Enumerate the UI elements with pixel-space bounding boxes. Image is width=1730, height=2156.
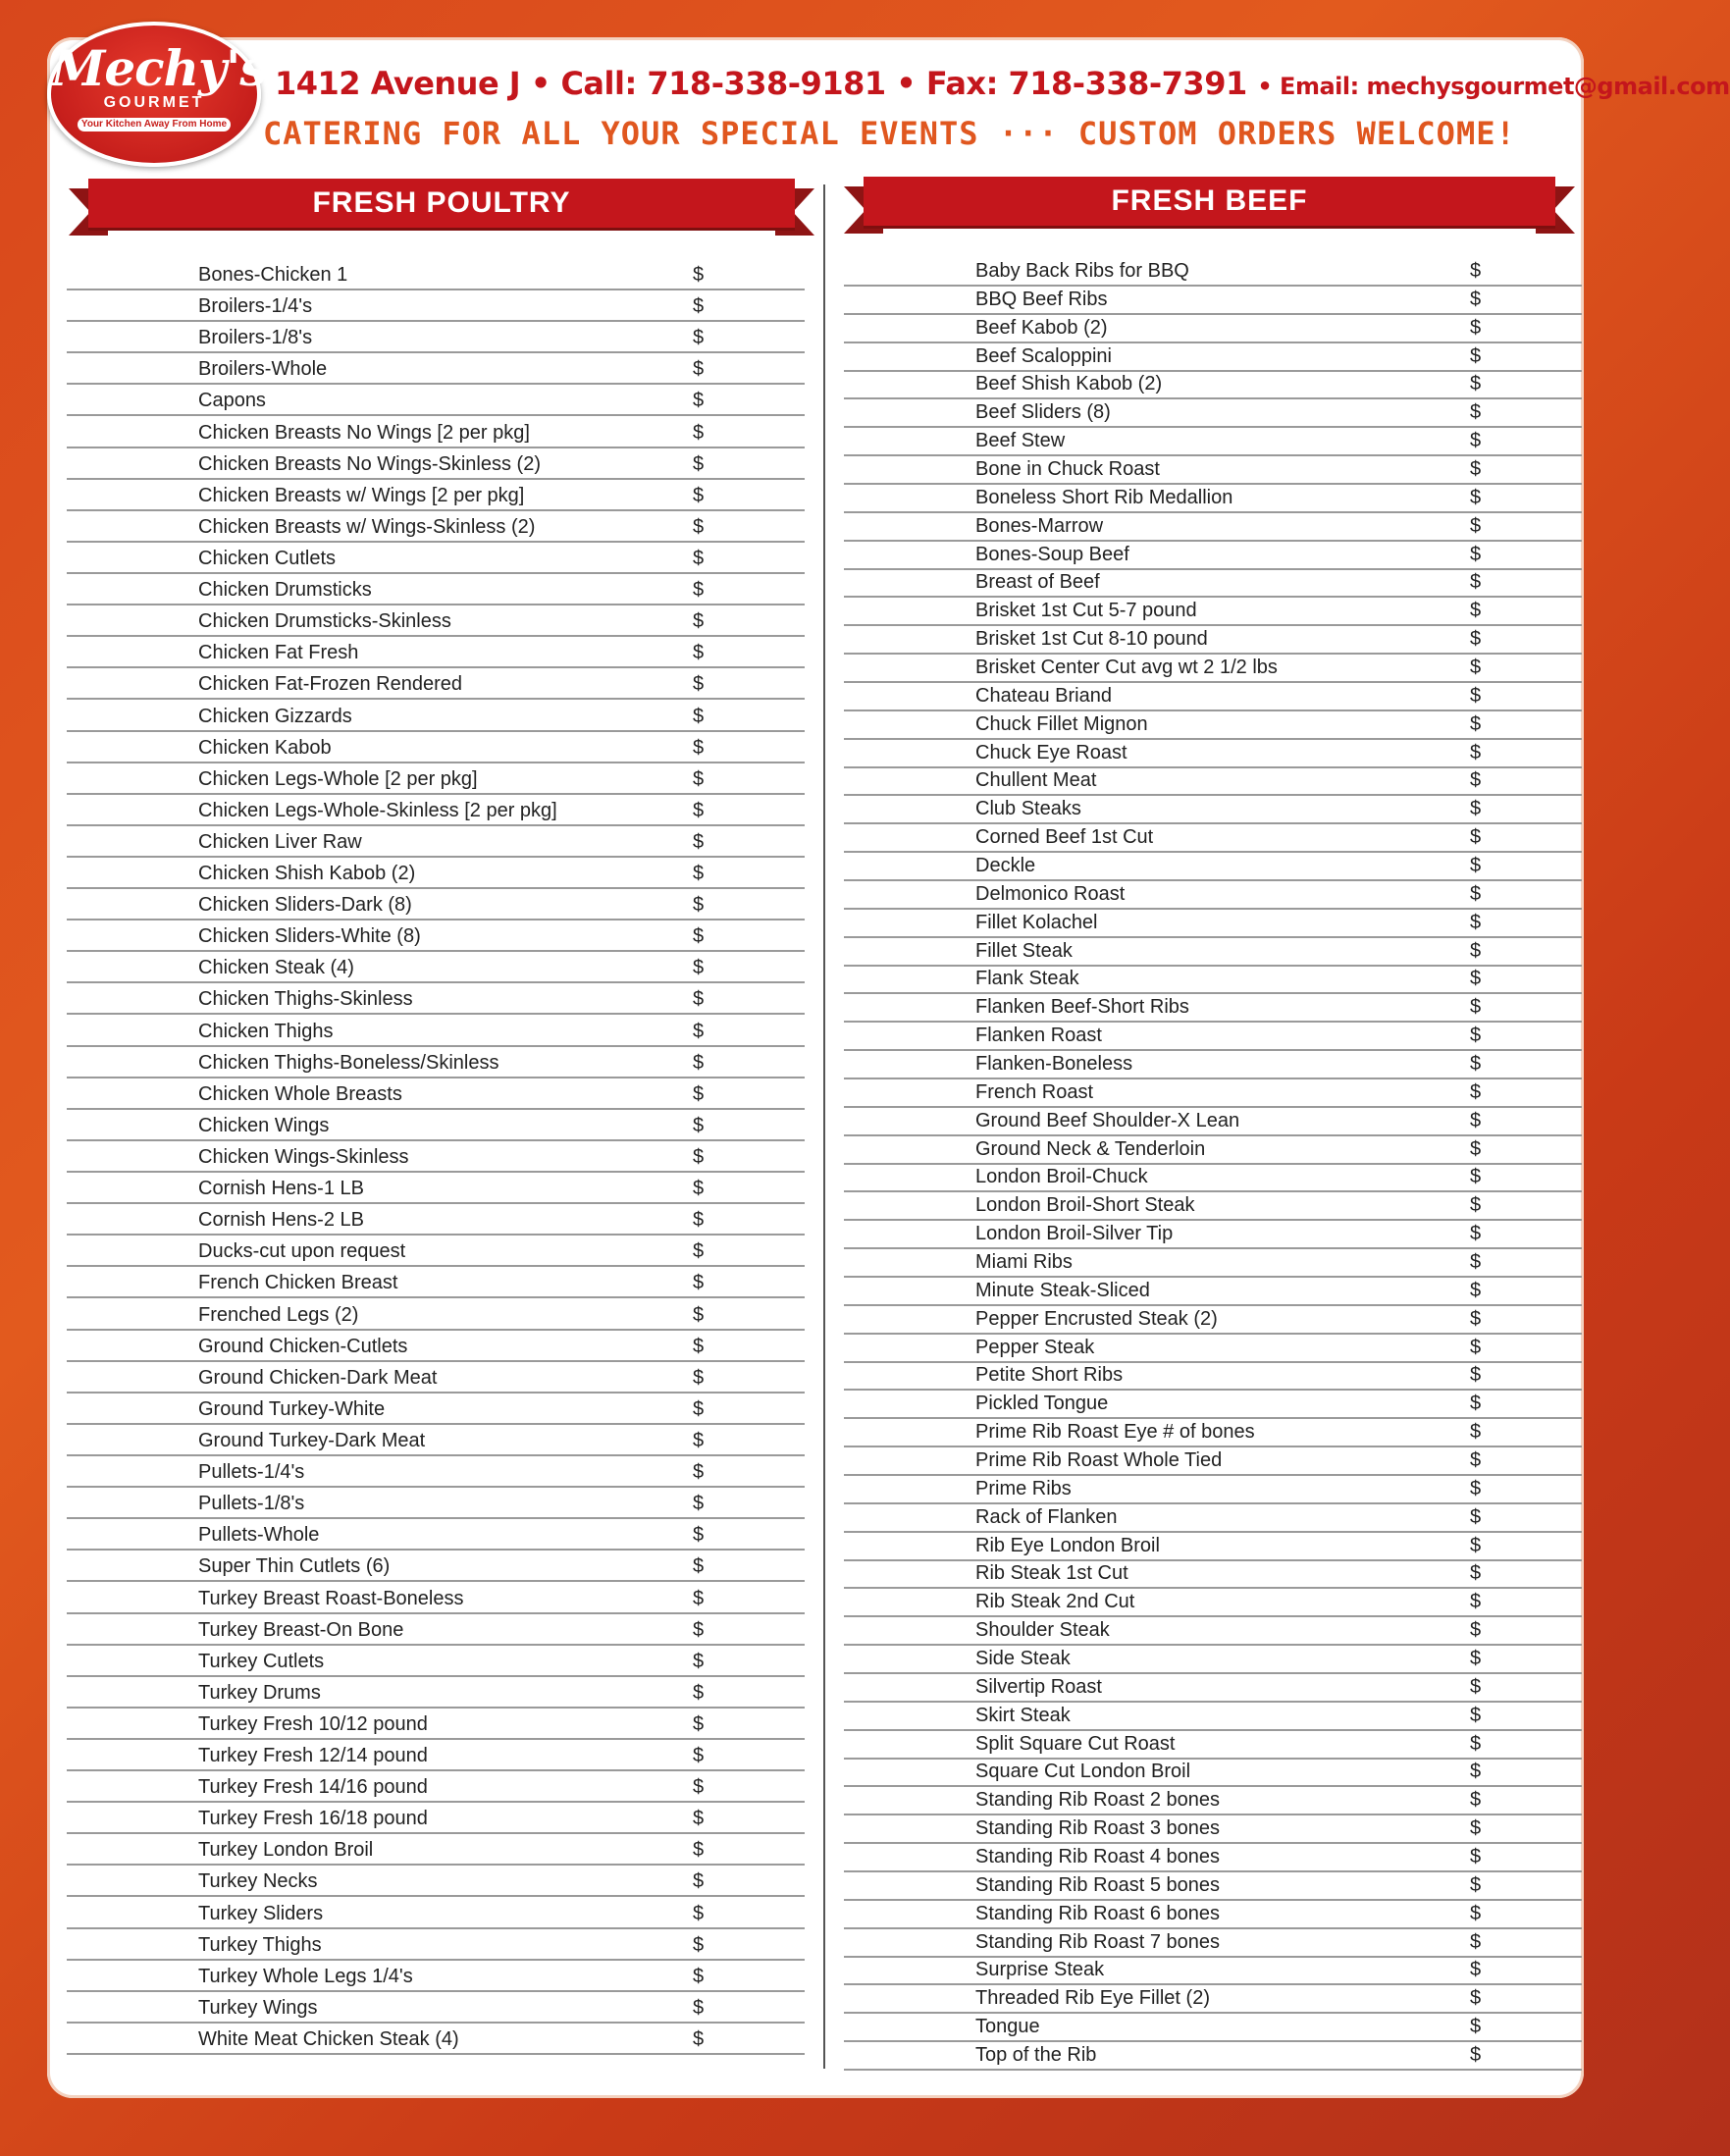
item-name: Petite Short Ribs: [975, 1364, 1124, 1387]
item-name: Chicken Legs-Whole [2 per pkg]: [198, 767, 478, 790]
item-price: $: [1470, 1675, 1482, 1698]
item-price: $: [1470, 1194, 1482, 1217]
item-name: Chullent Meat: [975, 769, 1097, 792]
item-name: Pepper Steak: [975, 1336, 1095, 1358]
item-price: $: [1470, 882, 1482, 905]
item-price: $: [693, 642, 705, 664]
item-price: $: [1470, 1364, 1482, 1387]
item-price: $: [693, 705, 705, 727]
item-name: Standing Rib Roast 4 bones: [975, 1846, 1221, 1867]
item-price: $: [1470, 1223, 1482, 1245]
item-price: $: [1470, 344, 1482, 367]
item-name: Super Thin Cutlets (6): [198, 1555, 391, 1578]
item-price: $: [693, 1461, 705, 1484]
item-name: Fillet Kolachel: [975, 911, 1098, 933]
item-name: Chicken Gizzards: [198, 705, 352, 727]
logo-brand-name: Mechy's: [51, 39, 267, 97]
item-name: Standing Rib Roast 3 bones: [975, 1817, 1221, 1840]
item-price: $: [693, 579, 705, 602]
item-price: $: [1470, 373, 1482, 395]
item-price: $: [693, 830, 705, 853]
item-name: Baby Back Ribs for BBQ: [975, 260, 1189, 282]
item-price: $: [693, 484, 705, 506]
item-name: Pickled Tongue: [975, 1393, 1109, 1415]
item-price: $: [1470, 1449, 1482, 1471]
item-name: Chicken Kabob: [198, 736, 332, 759]
item-price: $: [1470, 1648, 1482, 1669]
item-price: $: [693, 1146, 705, 1168]
item-price: $: [1470, 968, 1482, 990]
item-name: Ground Chicken-Dark Meat: [198, 1366, 438, 1389]
item-name: Chicken Liver Raw: [198, 830, 362, 853]
item-name: Beef Shish Kabob (2): [975, 373, 1163, 395]
item-name: London Broil-Short Steak: [975, 1194, 1195, 1217]
item-name: Brisket 1st Cut 5-7 pound: [975, 600, 1197, 622]
item-name: London Broil-Silver Tip: [975, 1223, 1174, 1245]
item-name: Chicken Drumsticks-Skinless: [198, 610, 451, 633]
item-name: Chicken Wings-Skinless: [198, 1146, 409, 1168]
item-price: $: [1470, 1025, 1482, 1047]
item-name: Chicken Sliders-Dark (8): [198, 894, 412, 917]
item-price: $: [1470, 1873, 1482, 1896]
item-name: Deckle: [975, 855, 1036, 876]
item-name: Flanken Beef-Short Ribs: [975, 996, 1189, 1019]
item-price: $: [1470, 2044, 1482, 2066]
item-price: $: [693, 1681, 705, 1704]
item-name: Chicken Whole Breasts: [198, 1082, 402, 1105]
item-price: $: [693, 799, 705, 821]
item-name: Beef Kabob (2): [975, 316, 1108, 339]
item-name: Fillet Steak: [975, 939, 1073, 962]
item-price: $: [693, 673, 705, 696]
item-name: Bones-Marrow: [975, 514, 1104, 537]
item-price: $: [693, 1933, 705, 1956]
item-price: $: [693, 1555, 705, 1578]
poultry-banner: [88, 179, 795, 232]
item-price: $: [693, 1209, 705, 1232]
item-price: $: [693, 957, 705, 979]
item-price: $: [1470, 1109, 1482, 1131]
item-name: Frenched Legs (2): [198, 1303, 359, 1326]
item-price: $: [693, 421, 705, 444]
item-name: Standing Rib Roast 2 bones: [975, 1789, 1221, 1812]
item-name: Chuck Eye Roast: [975, 741, 1127, 763]
item-price: $: [1470, 486, 1482, 508]
item-name: French Roast: [975, 1080, 1094, 1103]
item-price: $: [693, 1618, 705, 1641]
item-price: $: [1470, 1336, 1482, 1358]
item-price: $: [693, 1650, 705, 1672]
item-price: $: [693, 1902, 705, 1924]
item-price: $: [1470, 657, 1482, 678]
item-price: $: [693, 1178, 705, 1200]
item-name: Standing Rib Roast 7 bones: [975, 1930, 1221, 1953]
item-name: Surprise Steak: [975, 1959, 1105, 1981]
item-price: $: [693, 1303, 705, 1326]
item-price: $: [693, 1965, 705, 1987]
item-price: $: [693, 1397, 705, 1420]
item-name: Ground Neck & Tenderloin: [975, 1137, 1206, 1160]
item-price: $: [693, 1745, 705, 1767]
item-price: $: [1470, 1307, 1482, 1330]
item-price: $: [693, 1776, 705, 1799]
item-name: Turkey Fresh 10/12 pound: [198, 1712, 428, 1735]
item-price: $: [1470, 1987, 1482, 2010]
item-price: $: [1470, 996, 1482, 1019]
item-price: $: [1470, 1761, 1482, 1783]
item-name: Club Steaks: [975, 798, 1081, 820]
item-price: $: [1470, 769, 1482, 792]
item-price: $: [1470, 1817, 1482, 1840]
item-price: $: [1470, 826, 1482, 849]
item-price: $: [1470, 2016, 1482, 2038]
item-price: $: [1470, 600, 1482, 622]
item-name: Turkey Necks: [198, 1870, 318, 1893]
item-name: Silvertip Roast: [975, 1675, 1102, 1698]
item-name: Turkey Breast Roast-Boneless: [198, 1587, 464, 1609]
item-name: Standing Rib Roast 5 bones: [975, 1873, 1221, 1896]
item-name: Cornish Hens-2 LB: [198, 1209, 364, 1232]
item-name: Turkey Wings: [198, 1996, 318, 2019]
item-name: Standing Rib Roast 6 bones: [975, 1902, 1221, 1924]
item-name: Turkey Whole Legs 1/4's: [198, 1965, 413, 1987]
item-price: $: [693, 515, 705, 538]
item-price: $: [693, 894, 705, 917]
item-price: $: [1470, 1789, 1482, 1812]
item-price: $: [693, 1712, 705, 1735]
item-price: $: [1470, 1846, 1482, 1867]
item-price: $: [693, 1493, 705, 1515]
item-name: Chicken Thighs-Boneless/Skinless: [198, 1051, 499, 1074]
item-name: BBQ Beef Ribs: [975, 288, 1108, 310]
item-name: Capons: [198, 390, 266, 412]
item-price: $: [1470, 1477, 1482, 1499]
item-name: White Meat Chicken Steak (4): [198, 2028, 459, 2050]
item-name: Beef Scaloppini: [975, 344, 1112, 367]
item-price: $: [693, 1587, 705, 1609]
item-name: Brisket Center Cut avg wt 2 1/2 lbs: [975, 657, 1278, 678]
item-price: $: [693, 2028, 705, 2050]
item-price: $: [1470, 712, 1482, 735]
item-price: $: [1470, 458, 1482, 480]
contact-line: [275, 65, 1730, 102]
item-price: $: [1470, 1591, 1482, 1613]
item-price: $: [693, 1240, 705, 1263]
item-price: $: [1470, 741, 1482, 763]
item-price: $: [1470, 1251, 1482, 1273]
item-name: Turkey Sliders: [198, 1902, 324, 1924]
item-price: $: [693, 358, 705, 381]
item-price: $: [693, 327, 705, 349]
item-price: $: [693, 1272, 705, 1294]
item-name: Ducks-cut upon request: [198, 1240, 406, 1263]
item-price: $: [1470, 543, 1482, 565]
item-price: $: [693, 1051, 705, 1074]
item-name: Side Steak: [975, 1648, 1071, 1669]
item-price: $: [1470, 571, 1482, 594]
item-name: Prime Rib Roast Eye # of bones: [975, 1421, 1255, 1444]
item-name: Chuck Fillet Mignon: [975, 712, 1148, 735]
item-price: $: [1470, 855, 1482, 876]
item-price: $: [1470, 911, 1482, 933]
item-price: $: [1470, 1080, 1482, 1103]
item-price: $: [1470, 1562, 1482, 1585]
item-name: Boneless Short Rib Medallion: [975, 486, 1233, 508]
item-name: London Broil-Chuck: [975, 1166, 1148, 1188]
item-price: $: [693, 1839, 705, 1862]
item-name: Rib Eye London Broil: [975, 1534, 1160, 1556]
item-name: Turkey Cutlets: [198, 1650, 325, 1672]
item-price: $: [1470, 1279, 1482, 1301]
item-name: Chicken Drumsticks: [198, 579, 372, 602]
item-name: Chicken Legs-Whole-Skinless [2 per pkg]: [198, 799, 557, 821]
item-name: Chicken Thighs-Skinless: [198, 988, 413, 1011]
item-price: $: [1470, 628, 1482, 651]
item-price: $: [1470, 430, 1482, 452]
item-price: $: [1470, 1732, 1482, 1755]
item-name: Chateau Briand: [975, 684, 1112, 707]
item-name: Miami Ribs: [975, 1251, 1073, 1273]
beef-banner: [864, 177, 1555, 230]
item-price: $: [693, 547, 705, 569]
logo-tagline: Your Kitchen Away From Home: [78, 118, 231, 131]
item-price: $: [693, 1524, 705, 1547]
item-name: French Chicken Breast: [198, 1272, 398, 1294]
item-name: Breast of Beef: [975, 571, 1100, 594]
contact-info: 1412 Avenue J • Call: 718-338-9181 • Fax: 718-338-7391: [275, 65, 1247, 102]
item-price: $: [1470, 798, 1482, 820]
item-name: Broilers-Whole: [198, 358, 328, 381]
item-name: Turkey Breast-On Bone: [198, 1618, 404, 1641]
item-price: $: [1470, 684, 1482, 707]
item-name: Chicken Steak (4): [198, 957, 354, 979]
item-name: Shoulder Steak: [975, 1619, 1110, 1642]
item-name: Chicken Fat Fresh: [198, 642, 359, 664]
item-price: $: [693, 452, 705, 475]
item-name: Rib Steak 1st Cut: [975, 1562, 1128, 1585]
item-name: Pullets-1/4's: [198, 1461, 305, 1484]
item-name: Ground Turkey-Dark Meat: [198, 1429, 426, 1451]
item-name: Chicken Thighs: [198, 1020, 334, 1042]
item-name: Chicken Breasts w/ Wings-Skinless (2): [198, 515, 536, 538]
item-price: $: [1470, 939, 1482, 962]
item-name: Top of the Rib: [975, 2044, 1097, 2066]
poultry-section-title: FRESH POULTRY: [88, 179, 795, 228]
item-name: Chicken Breasts No Wings [2 per pkg]: [198, 421, 530, 444]
item-price: $: [693, 1082, 705, 1105]
item-name: Flank Steak: [975, 968, 1079, 990]
item-price: $: [1470, 1704, 1482, 1726]
mechys-logo: [47, 22, 267, 167]
item-price: $: [693, 1996, 705, 2019]
list-item: [844, 255, 1582, 2071]
item-price: $: [1470, 288, 1482, 310]
item-name: Rib Steak 2nd Cut: [975, 1591, 1135, 1613]
item-price: $: [693, 1366, 705, 1389]
item-price: $: [693, 1335, 705, 1357]
item-name: Corned Beef 1st Cut: [975, 826, 1154, 849]
item-name: Chicken Sliders-White (8): [198, 925, 421, 948]
item-price: $: [1470, 1902, 1482, 1924]
item-name: Turkey Fresh 12/14 pound: [198, 1745, 428, 1767]
item-name: Rack of Flanken: [975, 1505, 1118, 1528]
item-name: Beef Stew: [975, 430, 1066, 452]
item-name: Bone in Chuck Roast: [975, 458, 1160, 480]
item-price: $: [693, 925, 705, 948]
item-name: Minute Steak-Sliced: [975, 1279, 1150, 1301]
item-price: $: [693, 295, 705, 318]
item-price: $: [1470, 1534, 1482, 1556]
item-name: Turkey Fresh 16/18 pound: [198, 1808, 428, 1830]
item-name: Bones-Soup Beef: [975, 543, 1129, 565]
item-name: Brisket 1st Cut 8-10 pound: [975, 628, 1208, 651]
item-name: Bones-Chicken 1: [198, 264, 348, 286]
item-name: Split Square Cut Roast: [975, 1732, 1176, 1755]
item-price: $: [693, 1429, 705, 1451]
item-name: Turkey London Broil: [198, 1839, 374, 1862]
item-price: $: [693, 988, 705, 1011]
item-name: Prime Rib Roast Whole Tied: [975, 1449, 1223, 1471]
list-item: [67, 257, 805, 2055]
contact-email: • Email: mechysgourmet@gmail.com: [1257, 73, 1730, 100]
item-price: $: [693, 736, 705, 759]
item-price: $: [693, 390, 705, 412]
item-name: Ground Turkey-White: [198, 1397, 386, 1420]
item-price: $: [1470, 514, 1482, 537]
logo-sub: GOURMET: [103, 94, 205, 111]
item-price: $: [1470, 1393, 1482, 1415]
catering-tagline: CATERING FOR ALL YOUR SPECIAL EVENTS ··· CUSTOM ORDERS WELCOME!: [263, 115, 1516, 152]
item-price: $: [1470, 1505, 1482, 1528]
item-name: Skirt Steak: [975, 1704, 1071, 1726]
item-name: Chicken Cutlets: [198, 547, 337, 569]
item-price: $: [1470, 1053, 1482, 1075]
item-price: $: [1470, 1137, 1482, 1160]
item-name: Ground Chicken-Cutlets: [198, 1335, 408, 1357]
item-name: Threaded Rib Eye Fillet (2): [975, 1987, 1210, 2010]
item-price: $: [1470, 401, 1482, 424]
item-name: Chicken Fat-Frozen Rendered: [198, 673, 463, 696]
item-price: $: [1470, 1930, 1482, 1953]
item-price: $: [693, 1808, 705, 1830]
item-price: $: [693, 767, 705, 790]
item-name: Flanken Roast: [975, 1025, 1102, 1047]
item-price: $: [1470, 316, 1482, 339]
item-price: $: [693, 1020, 705, 1042]
item-price: $: [1470, 1619, 1482, 1642]
beef-section-title: FRESH BEEF: [864, 177, 1555, 226]
item-name: Broilers-1/4's: [198, 295, 313, 318]
item-name: Tongue: [975, 2016, 1040, 2038]
item-price: $: [1470, 1959, 1482, 1981]
item-name: Beef Sliders (8): [975, 401, 1111, 424]
item-name: Cornish Hens-1 LB: [198, 1178, 364, 1200]
item-name: Prime Ribs: [975, 1477, 1072, 1499]
item-price: $: [1470, 1166, 1482, 1188]
item-name: Turkey Thighs: [198, 1933, 322, 1956]
item-price: $: [693, 863, 705, 885]
item-name: Delmonico Roast: [975, 882, 1126, 905]
item-name: Chicken Breasts No Wings-Skinless (2): [198, 452, 541, 475]
item-name: Chicken Wings: [198, 1114, 330, 1136]
item-name: Chicken Breasts w/ Wings [2 per pkg]: [198, 484, 525, 506]
item-name: Pullets-Whole: [198, 1524, 320, 1547]
item-name: Broilers-1/8's: [198, 327, 313, 349]
item-name: Flanken-Boneless: [975, 1053, 1133, 1075]
item-name: Turkey Fresh 14/16 pound: [198, 1776, 428, 1799]
item-name: Pepper Encrusted Steak (2): [975, 1307, 1218, 1330]
column-divider: [823, 184, 825, 2069]
item-name: Square Cut London Broil: [975, 1761, 1191, 1783]
item-price: $: [1470, 1421, 1482, 1444]
item-price: $: [693, 264, 705, 286]
item-name: Pullets-1/8's: [198, 1493, 305, 1515]
item-price: $: [693, 1114, 705, 1136]
item-price: $: [1470, 260, 1482, 282]
item-name: Chicken Shish Kabob (2): [198, 863, 416, 885]
item-price: $: [693, 610, 705, 633]
item-name: Turkey Drums: [198, 1681, 321, 1704]
item-name: Ground Beef Shoulder-X Lean: [975, 1109, 1240, 1131]
item-price: $: [693, 1870, 705, 1893]
